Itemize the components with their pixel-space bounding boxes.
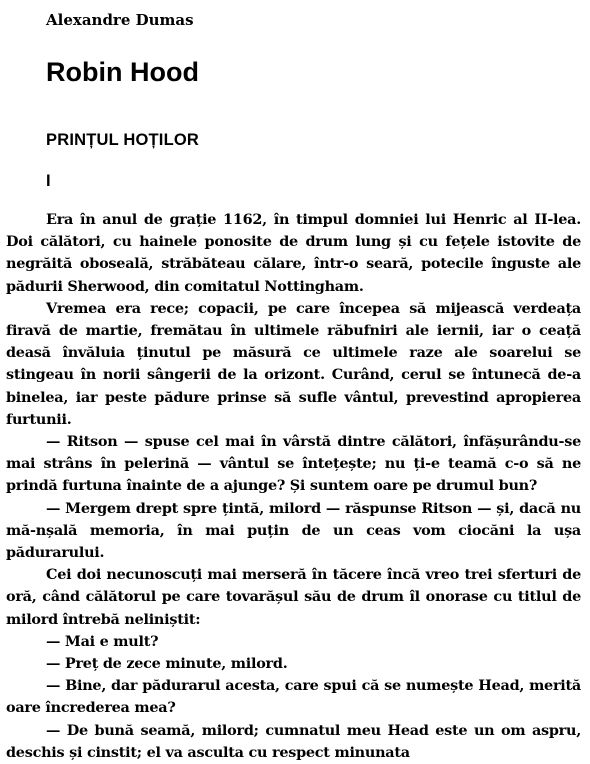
paragraph: Era în anul de grație 1162, în timpul domniei lui Henric al II-lea. Doi călători, cu hainele ponosite de drum lung și cu fețele istovite de negrăită oboseală, străbăteau călare, într-o seară, potecile înguste ale pădurii Sherwood, din comitatul Nottingham.	[6, 211, 581, 295]
paragraph: Cei doi necunoscuți mai merseră în tăcere încă vreo trei sferturi de oră, când călătorul pe care tovarășul său de drum îl onorase cu titlul de milord întrebă neliniștit:	[6, 566, 581, 628]
chapter-title: PRINȚUL HOȚILOR	[46, 131, 200, 149]
dialogue-paragraph: — Ritson — spuse cel mai în vârstă dintre călători, înfășurându-se mai strâns în pelerină — vântul se întețește; nu ți-e teamă c-o să ne prindă furtuna înainte de a ajunge? Și suntem oare pe drumul bun?	[6, 433, 581, 495]
section-number: I	[46, 172, 51, 190]
body-text	[6, 209, 581, 764]
dialogue-paragraph: — Mai e mult?	[46, 632, 159, 650]
book-title: Robin Hood	[46, 57, 199, 87]
author-name: Alexandre Dumas	[46, 11, 194, 29]
dialogue-paragraph: — Bine, dar pădurarul acesta, care spui că se numește Head, merită oare încrederea mea?	[6, 677, 581, 717]
paragraph: Vremea era rece; copacii, pe care începea să mijească verdeața firavă de martie, fremătau în ultimele răbufniri ale iernii, iar o ceață deasă învăluia ținutul pe măsură ce ultimele raze ale soarelui se stingeau în norii sângerii de la orizont. Curând, cerul se întunecă de-a binelea, iar peste pădure prinse să sufle vântul, prevestind apropierea furtunii.	[6, 299, 581, 428]
dialogue-paragraph: — Mergem drept spre țintă, milord — răspunse Ritson — și, dacă nu mă-nșală memoria, în mai puțin de un ceas vom ciocăni la ușa pădurarului.	[6, 499, 581, 562]
dialogue-paragraph: — Preț de zece minute, milord.	[46, 655, 288, 673]
dialogue-paragraph: — De bună seamă, milord; cumnatul meu Head este un om aspru, deschis și cinstit; el va asculta cu respect minunata	[6, 721, 581, 761]
